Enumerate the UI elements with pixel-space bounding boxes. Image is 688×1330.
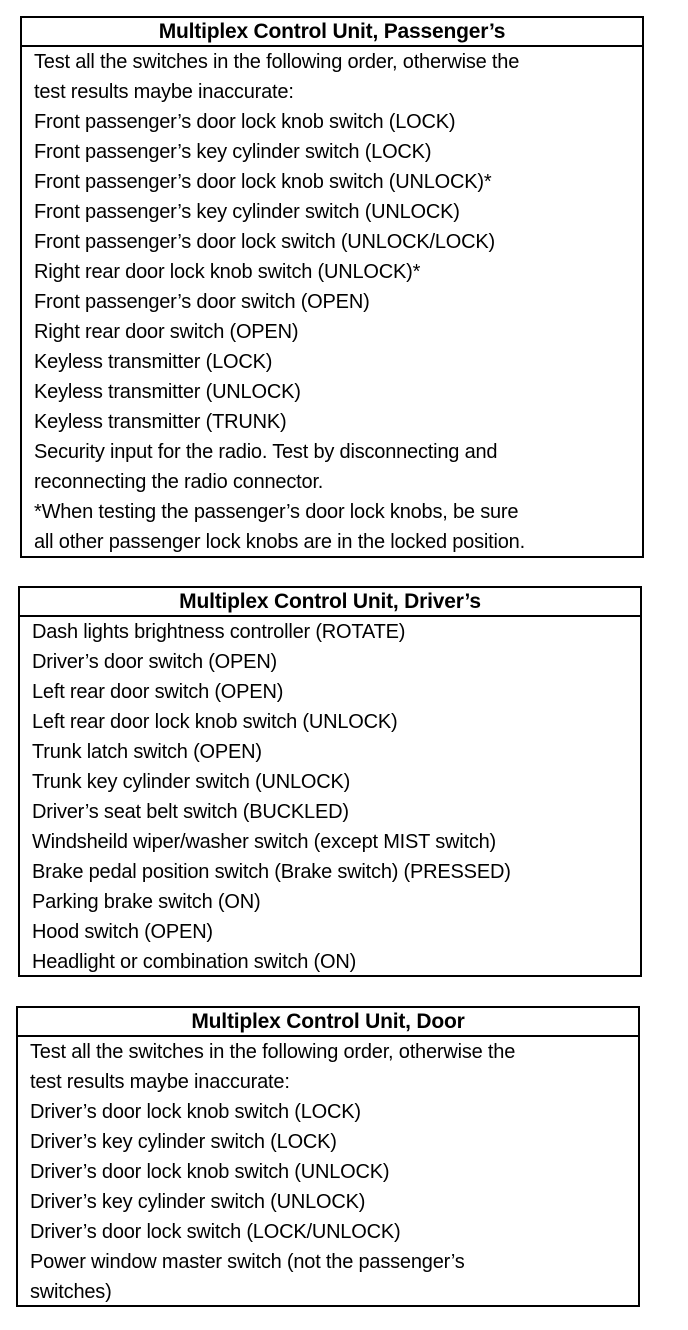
- switch-test-item: Front passenger’s key cylinder switch (UNLOCK): [34, 201, 460, 223]
- switch-test-item: Front passenger’s door lock switch (UNLOCK/LOCK): [34, 231, 495, 253]
- door-control-unit-panel: [16, 1006, 640, 1307]
- instruction-line: test results maybe inaccurate:: [34, 81, 294, 103]
- switch-test-item: Driver’s door lock knob switch (UNLOCK): [30, 1161, 390, 1183]
- switch-test-item: Driver’s seat belt switch (BUCKLED): [32, 801, 349, 823]
- driver-control-unit-panel: [18, 586, 642, 977]
- switch-test-item: Right rear door lock knob switch (UNLOCK)*: [34, 261, 421, 283]
- footnote-line: *When testing the passenger’s door lock knobs, be sure: [34, 501, 519, 523]
- switch-test-item: Right rear door switch (OPEN): [34, 321, 299, 343]
- switch-test-item: Windsheild wiper/washer switch (except MIST switch): [32, 831, 497, 853]
- switch-test-item: Left rear door switch (OPEN): [32, 681, 284, 703]
- switch-test-item: Trunk latch switch (OPEN): [32, 741, 262, 763]
- panel-title: Multiplex Control Unit, Driver’s: [20, 588, 640, 617]
- switch-test-item: Driver’s door lock switch (LOCK/UNLOCK): [30, 1221, 401, 1243]
- switch-test-item: Trunk key cylinder switch (UNLOCK): [32, 771, 351, 793]
- footnote-line: all other passenger lock knobs are in the locked position.: [34, 531, 525, 553]
- panel-body: [22, 47, 642, 557]
- switch-test-item: Brake pedal position switch (Brake switch) (PRESSED): [32, 861, 511, 883]
- switch-test-item: Front passenger’s door switch (OPEN): [34, 291, 370, 313]
- switch-test-item: Headlight or combination switch (ON): [32, 951, 357, 973]
- instruction-line: Test all the switches in the following order, otherwise the: [34, 51, 520, 73]
- switch-test-item: Left rear door lock knob switch (UNLOCK): [32, 711, 398, 733]
- switch-test-item: Keyless transmitter (LOCK): [34, 351, 273, 373]
- switch-test-item: Front passenger’s door lock knob switch (LOCK): [34, 111, 456, 133]
- instruction-line: test results maybe inaccurate:: [30, 1071, 290, 1093]
- switch-test-item: Keyless transmitter (UNLOCK): [34, 381, 301, 403]
- switch-test-item: Dash lights brightness controller (ROTATE): [32, 621, 406, 643]
- switch-test-item: Driver’s key cylinder switch (LOCK): [30, 1131, 337, 1153]
- switch-test-item: Front passenger’s door lock knob switch (UNLOCK)*: [34, 171, 492, 193]
- switch-test-item: reconnecting the radio connector.: [34, 471, 324, 493]
- switch-test-item: Power window master switch (not the passenger’s: [30, 1251, 465, 1273]
- passenger-control-unit-panel: [20, 16, 644, 558]
- panel-body: [20, 617, 640, 977]
- switch-test-item: Driver’s key cylinder switch (UNLOCK): [30, 1191, 366, 1213]
- instruction-line: Test all the switches in the following order, otherwise the: [30, 1041, 516, 1063]
- switch-test-item: Front passenger’s key cylinder switch (LOCK): [34, 141, 432, 163]
- switch-test-item: Hood switch (OPEN): [32, 921, 213, 943]
- panel-title: Multiplex Control Unit, Door: [18, 1008, 638, 1037]
- panel-body: [18, 1037, 638, 1307]
- panel-title: Multiplex Control Unit, Passenger’s: [22, 18, 642, 47]
- switch-test-item: Security input for the radio. Test by disconnecting and: [34, 441, 498, 463]
- switch-test-item: Driver’s door lock knob switch (LOCK): [30, 1101, 361, 1123]
- switch-test-item: Driver’s door switch (OPEN): [32, 651, 278, 673]
- switch-test-item: Keyless transmitter (TRUNK): [34, 411, 287, 433]
- switch-test-item: switches): [30, 1281, 112, 1303]
- switch-test-item: Parking brake switch (ON): [32, 891, 261, 913]
